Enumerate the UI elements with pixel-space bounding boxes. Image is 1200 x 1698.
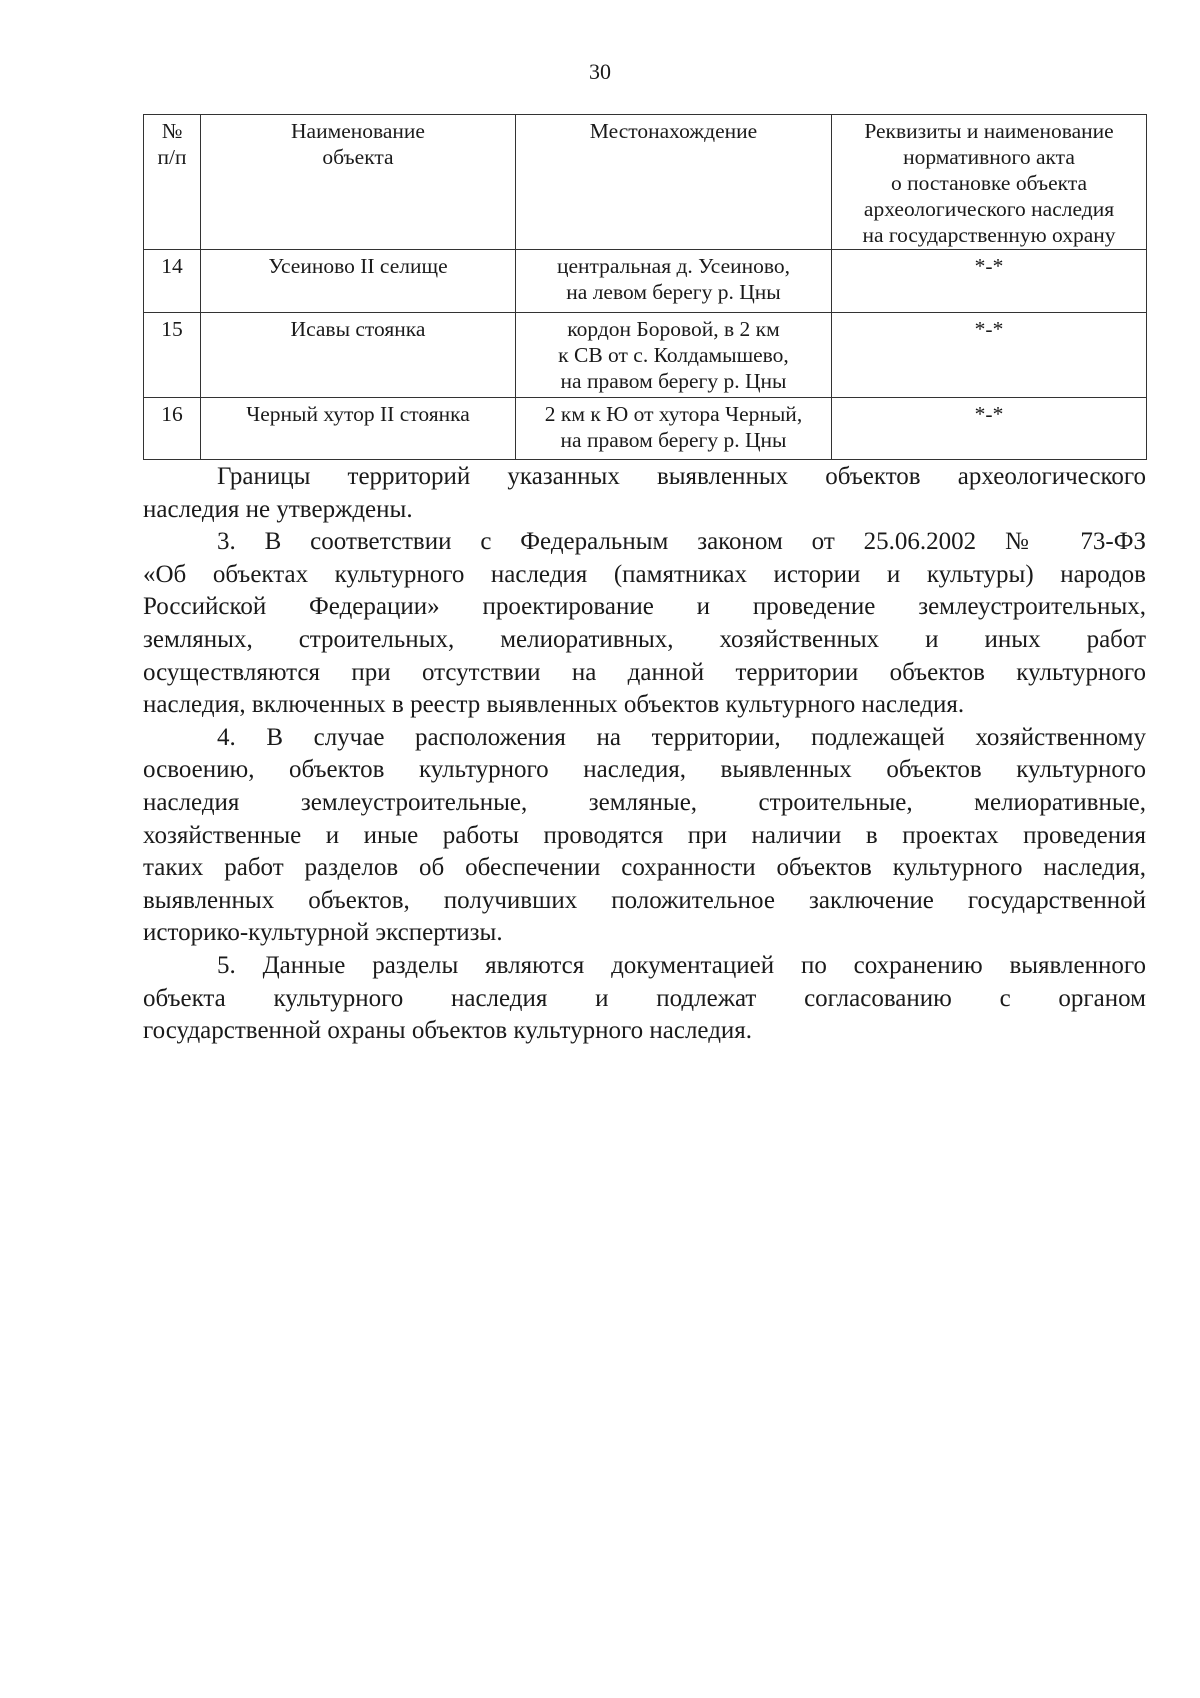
header-location xyxy=(516,115,832,250)
row-num-cell: 14 xyxy=(144,250,201,313)
row-requisites-cell xyxy=(832,398,1147,460)
header-requisites-line: нормативного акта xyxy=(903,145,1075,169)
row-requisites-cell xyxy=(832,250,1147,313)
header-num-line: № xyxy=(161,119,183,143)
header-requisites-line: на государственную охрану xyxy=(862,223,1116,247)
text-line: наследия не утверждены. xyxy=(143,495,413,523)
paragraph-5 xyxy=(143,950,1146,1048)
header-location-line: Местонахождение xyxy=(589,119,758,143)
body-text xyxy=(143,461,1146,1048)
text-line: осуществляются при отсутствии на данной территории объектов культурного xyxy=(143,658,1146,686)
table-header-row xyxy=(144,115,1147,250)
text-line: Границы территорий указанных выявленных объектов археологического xyxy=(217,463,1146,490)
requisites-value: *-* xyxy=(974,254,1004,278)
heritage-objects-table xyxy=(143,114,1147,460)
header-requisites xyxy=(832,115,1147,250)
text-line: 4. В случае расположения на территории, подлежащей хозяйственному xyxy=(217,723,1146,751)
header-num xyxy=(144,115,201,250)
header-name-line: объекта xyxy=(322,145,394,169)
paragraph-4 xyxy=(143,722,1146,950)
row-location-cell xyxy=(516,250,832,313)
table-row xyxy=(144,398,1147,460)
row-name-cell xyxy=(201,313,516,398)
location-line: на правом берегу р. Цны xyxy=(560,369,787,393)
row-name-cell xyxy=(201,398,516,460)
row-requisites-cell xyxy=(832,313,1147,398)
text-line: освоению, объектов культурного наследия, выявленных объектов культурного xyxy=(143,756,1146,784)
table-row xyxy=(144,250,1147,313)
text-line: хозяйственные и иные работы проводятся при наличии в проектах проведения xyxy=(143,821,1146,849)
requisites-value: *-* xyxy=(974,402,1004,426)
location-line: 2 км к Ю от хутора Черный, xyxy=(544,402,803,426)
table-row xyxy=(144,313,1147,398)
row-name-cell xyxy=(201,250,516,313)
header-requisites-line: о постановке объекта xyxy=(890,171,1088,195)
object-name: Исавы стоянка xyxy=(290,317,426,341)
text-line: наследия, включенных в реестр выявленных объектов культурного наследия. xyxy=(143,691,965,719)
page-number: 30 xyxy=(589,59,611,84)
header-requisites-line: Реквизиты и наименование xyxy=(864,119,1114,143)
row-location-cell xyxy=(516,313,832,398)
header-name xyxy=(201,115,516,250)
text-line: земляных, строительных, мелиоративных, хозяйственных и иных работ xyxy=(143,625,1146,653)
requisites-value: *-* xyxy=(974,317,1004,341)
text-line: таких работ разделов об обеспечении сохранности объектов культурного наследия, xyxy=(143,854,1146,882)
location-line: на левом берегу р. Цны xyxy=(566,280,781,304)
row-location-cell xyxy=(516,398,832,460)
text-line: наследия землеустроительные, земляные, строительные, мелиоративные, xyxy=(143,788,1146,816)
row-num-cell: 16 xyxy=(144,398,201,460)
location-line: кордон Боровой, в 2 км xyxy=(567,317,780,341)
text-line: 3. В соответствии с Федеральным законом от 25.06.2002 № 73-ФЗ xyxy=(217,528,1146,556)
row-num-cell: 15 xyxy=(144,313,201,398)
object-name: Черный хутор II стоянка xyxy=(246,402,470,426)
text-line: «Об объектах культурного наследия (памятниках истории и культуры) народов xyxy=(143,560,1146,588)
location-line: на правом берегу р. Цны xyxy=(560,428,787,452)
text-line: 5. Данные разделы являются документацией по сохранению выявленного xyxy=(217,951,1146,979)
text-line: объекта культурного наследия и подлежат согласованию с органом xyxy=(143,984,1146,1012)
paragraph-3 xyxy=(143,526,1146,722)
header-requisites-line: археологического наследия xyxy=(863,197,1115,221)
location-line: центральная д. Усеиново, xyxy=(556,254,791,278)
paragraph-borders xyxy=(143,461,1146,526)
text-line: историко-культурной экспертизы. xyxy=(143,919,503,947)
text-line: государственной охраны объектов культурного наследия. xyxy=(143,1017,753,1045)
location-line: к СВ от с. Колдамышево, xyxy=(558,343,789,367)
header-name-line: Наименование xyxy=(291,119,425,143)
text-line: Российской Федерации» проектирование и проведение землеустроительных, xyxy=(143,593,1146,621)
object-name: Усеиново II селище xyxy=(268,254,448,278)
header-num-line: п/п xyxy=(157,145,187,169)
text-line: выявленных объектов, получивших положительное заключение государственной xyxy=(143,886,1146,914)
